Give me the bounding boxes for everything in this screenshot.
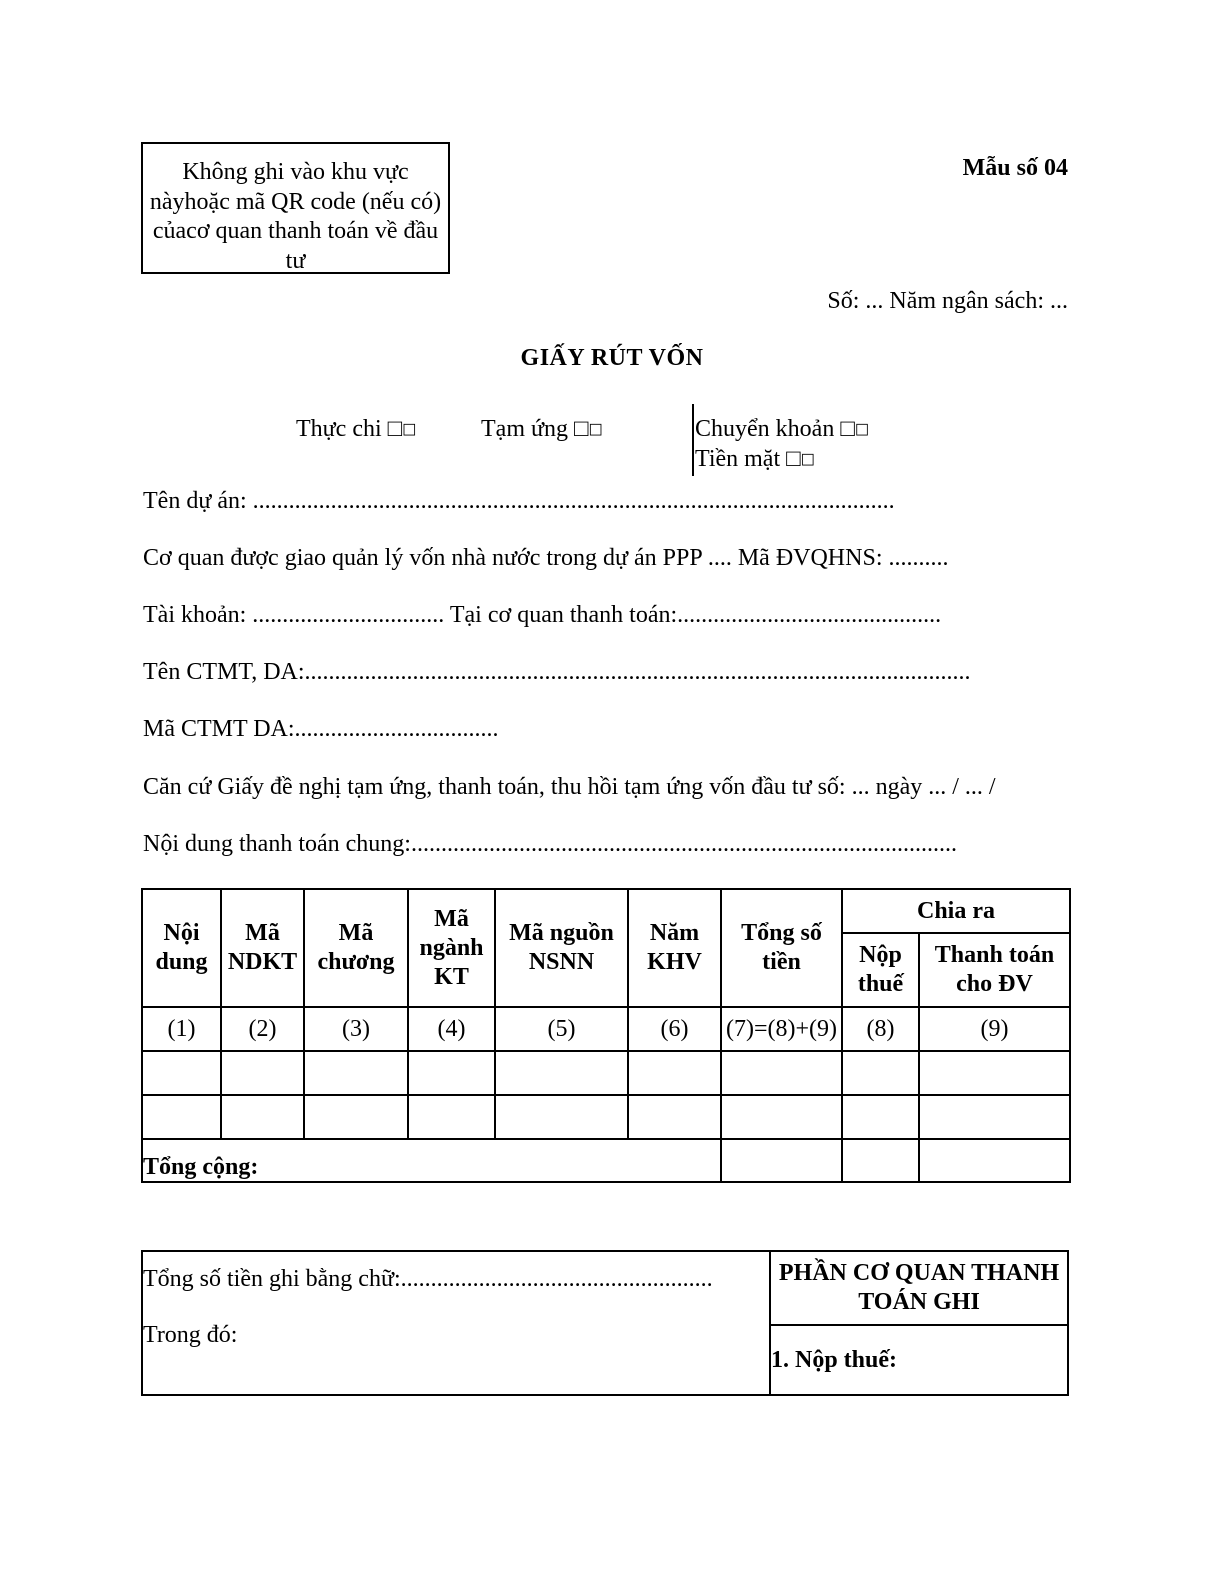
table-cell[interactable] <box>628 1095 721 1139</box>
field-noi-dung-thanh-toan[interactable]: Nội dung thanh toán chung:........................................................................................... <box>143 831 957 857</box>
column-number: (4) <box>408 1007 495 1051</box>
table-total-row <box>142 1139 1070 1182</box>
column-number: (7)=(8)+(9) <box>721 1007 842 1051</box>
option-thuc-chi[interactable] <box>296 416 416 443</box>
header-ma-nguon: Mã nguồn NSNN <box>495 889 628 1007</box>
option-tam-ung-label: Tạm ứng □ <box>481 416 589 442</box>
qr-note-text: Không ghi vào khu vực nàyhoặc mã QR code (nếu có) củacơ quan thanh toán về đầu tư <box>149 159 442 274</box>
total-cell[interactable] <box>919 1139 1070 1182</box>
column-number: (8) <box>842 1007 919 1051</box>
table-cell[interactable] <box>304 1051 408 1095</box>
form-number: Mẫu số 04 <box>962 155 1068 181</box>
total-cell[interactable] <box>721 1139 842 1182</box>
field-co-quan[interactable]: Cơ quan được giao quản lý vốn nhà nước trong dự án PPP .... Mã ĐVQHNS: .......... <box>143 545 949 571</box>
table-row <box>142 1007 1070 1051</box>
table-cell[interactable] <box>221 1095 304 1139</box>
header-tong-so-tien: Tổng số tiền <box>721 889 842 1007</box>
agency-nop-thue[interactable]: 1. Nộp thuế: <box>770 1325 1068 1395</box>
text-cursor-bar <box>692 404 694 476</box>
table-cell[interactable] <box>408 1051 495 1095</box>
field-tai-khoan[interactable]: Tài khoản: ................................ Tại cơ quan thanh toán:............................................ <box>143 602 942 628</box>
number-budget-year-line: Số: ... Năm ngân sách: ... <box>827 288 1068 314</box>
table-cell[interactable] <box>495 1095 628 1139</box>
header-chia-ra: Chia ra <box>842 889 1070 933</box>
option-chuyen-khoan-label: Chuyển khoản □ <box>695 416 855 442</box>
header-ma-nganh-kt: Mã ngành KT <box>408 889 495 1007</box>
field-can-cu[interactable]: Căn cứ Giấy đề nghị tạm ứng, thanh toán, thu hồi tạm ứng vốn đầu tư số: ... ngày ... / ... / <box>143 774 996 800</box>
checkbox-icon[interactable]: ☐ <box>800 452 815 470</box>
option-tien-mat[interactable] <box>695 446 815 473</box>
table-cell[interactable] <box>142 1095 221 1139</box>
header-noi-dung: Nội dung <box>142 889 221 1007</box>
header-nop-thue: Nộp thuế <box>842 933 919 1007</box>
column-number: (5) <box>495 1007 628 1051</box>
table-row <box>142 1051 1070 1095</box>
withdrawal-table <box>141 888 1071 1183</box>
table-cell[interactable] <box>628 1051 721 1095</box>
option-chuyen-khoan[interactable] <box>695 416 869 443</box>
qr-note-box <box>141 142 450 274</box>
table-cell[interactable] <box>408 1095 495 1139</box>
table-cell[interactable] <box>721 1051 842 1095</box>
column-number: (9) <box>919 1007 1070 1051</box>
table-cell[interactable] <box>142 1051 221 1095</box>
table-row <box>142 1095 1070 1139</box>
checkbox-icon[interactable]: ☐ <box>402 422 417 440</box>
table-cell[interactable] <box>721 1095 842 1139</box>
header-ma-chuong: Mã chương <box>304 889 408 1007</box>
page-title: GIẤY RÚT VỐN <box>520 345 704 371</box>
column-number: (3) <box>304 1007 408 1051</box>
option-tien-mat-label: Tiền mặt □ <box>695 446 801 472</box>
table-cell[interactable] <box>495 1051 628 1095</box>
field-ma-ctmt[interactable]: Mã CTMT DA:.................................. <box>143 716 499 742</box>
table-cell[interactable] <box>221 1051 304 1095</box>
table-cell[interactable] <box>304 1095 408 1139</box>
table-cell[interactable] <box>842 1095 919 1139</box>
header-thanh-toan: Thanh toán cho ĐV <box>919 933 1070 1007</box>
field-ten-du-an[interactable]: Tên dự án: ........................................................................................................... <box>143 488 895 514</box>
option-tam-ung[interactable] <box>481 416 603 443</box>
column-number: (6) <box>628 1007 721 1051</box>
total-cell[interactable] <box>842 1139 919 1182</box>
agency-section-title: PHẦN CƠ QUAN THANH TOÁN GHI <box>770 1251 1068 1325</box>
amount-in-words: Tổng số tiền ghi bằng chữ:.................................................... <box>143 1266 713 1292</box>
header-nam-khv: Năm KHV <box>628 889 721 1007</box>
total-label: Tổng cộng: <box>142 1139 721 1182</box>
table-cell[interactable] <box>919 1095 1070 1139</box>
table-cell[interactable] <box>842 1051 919 1095</box>
checkbox-icon[interactable]: ☐ <box>854 422 870 440</box>
trong-do-label: Trong đó: <box>143 1322 238 1348</box>
option-thuc-chi-label: Thực chi □ <box>296 416 403 442</box>
column-number: (2) <box>221 1007 304 1051</box>
column-number: (1) <box>142 1007 221 1051</box>
amount-words-cell[interactable] <box>142 1251 770 1395</box>
table-cell[interactable] <box>919 1051 1070 1095</box>
checkbox-icon[interactable]: ☐ <box>588 422 603 440</box>
amount-section <box>141 1250 1069 1396</box>
header-ma-ndkt: Mã NDKT <box>221 889 304 1007</box>
field-ten-ctmt[interactable]: Tên CTMT, DA:............................................................................................................... <box>143 659 971 685</box>
